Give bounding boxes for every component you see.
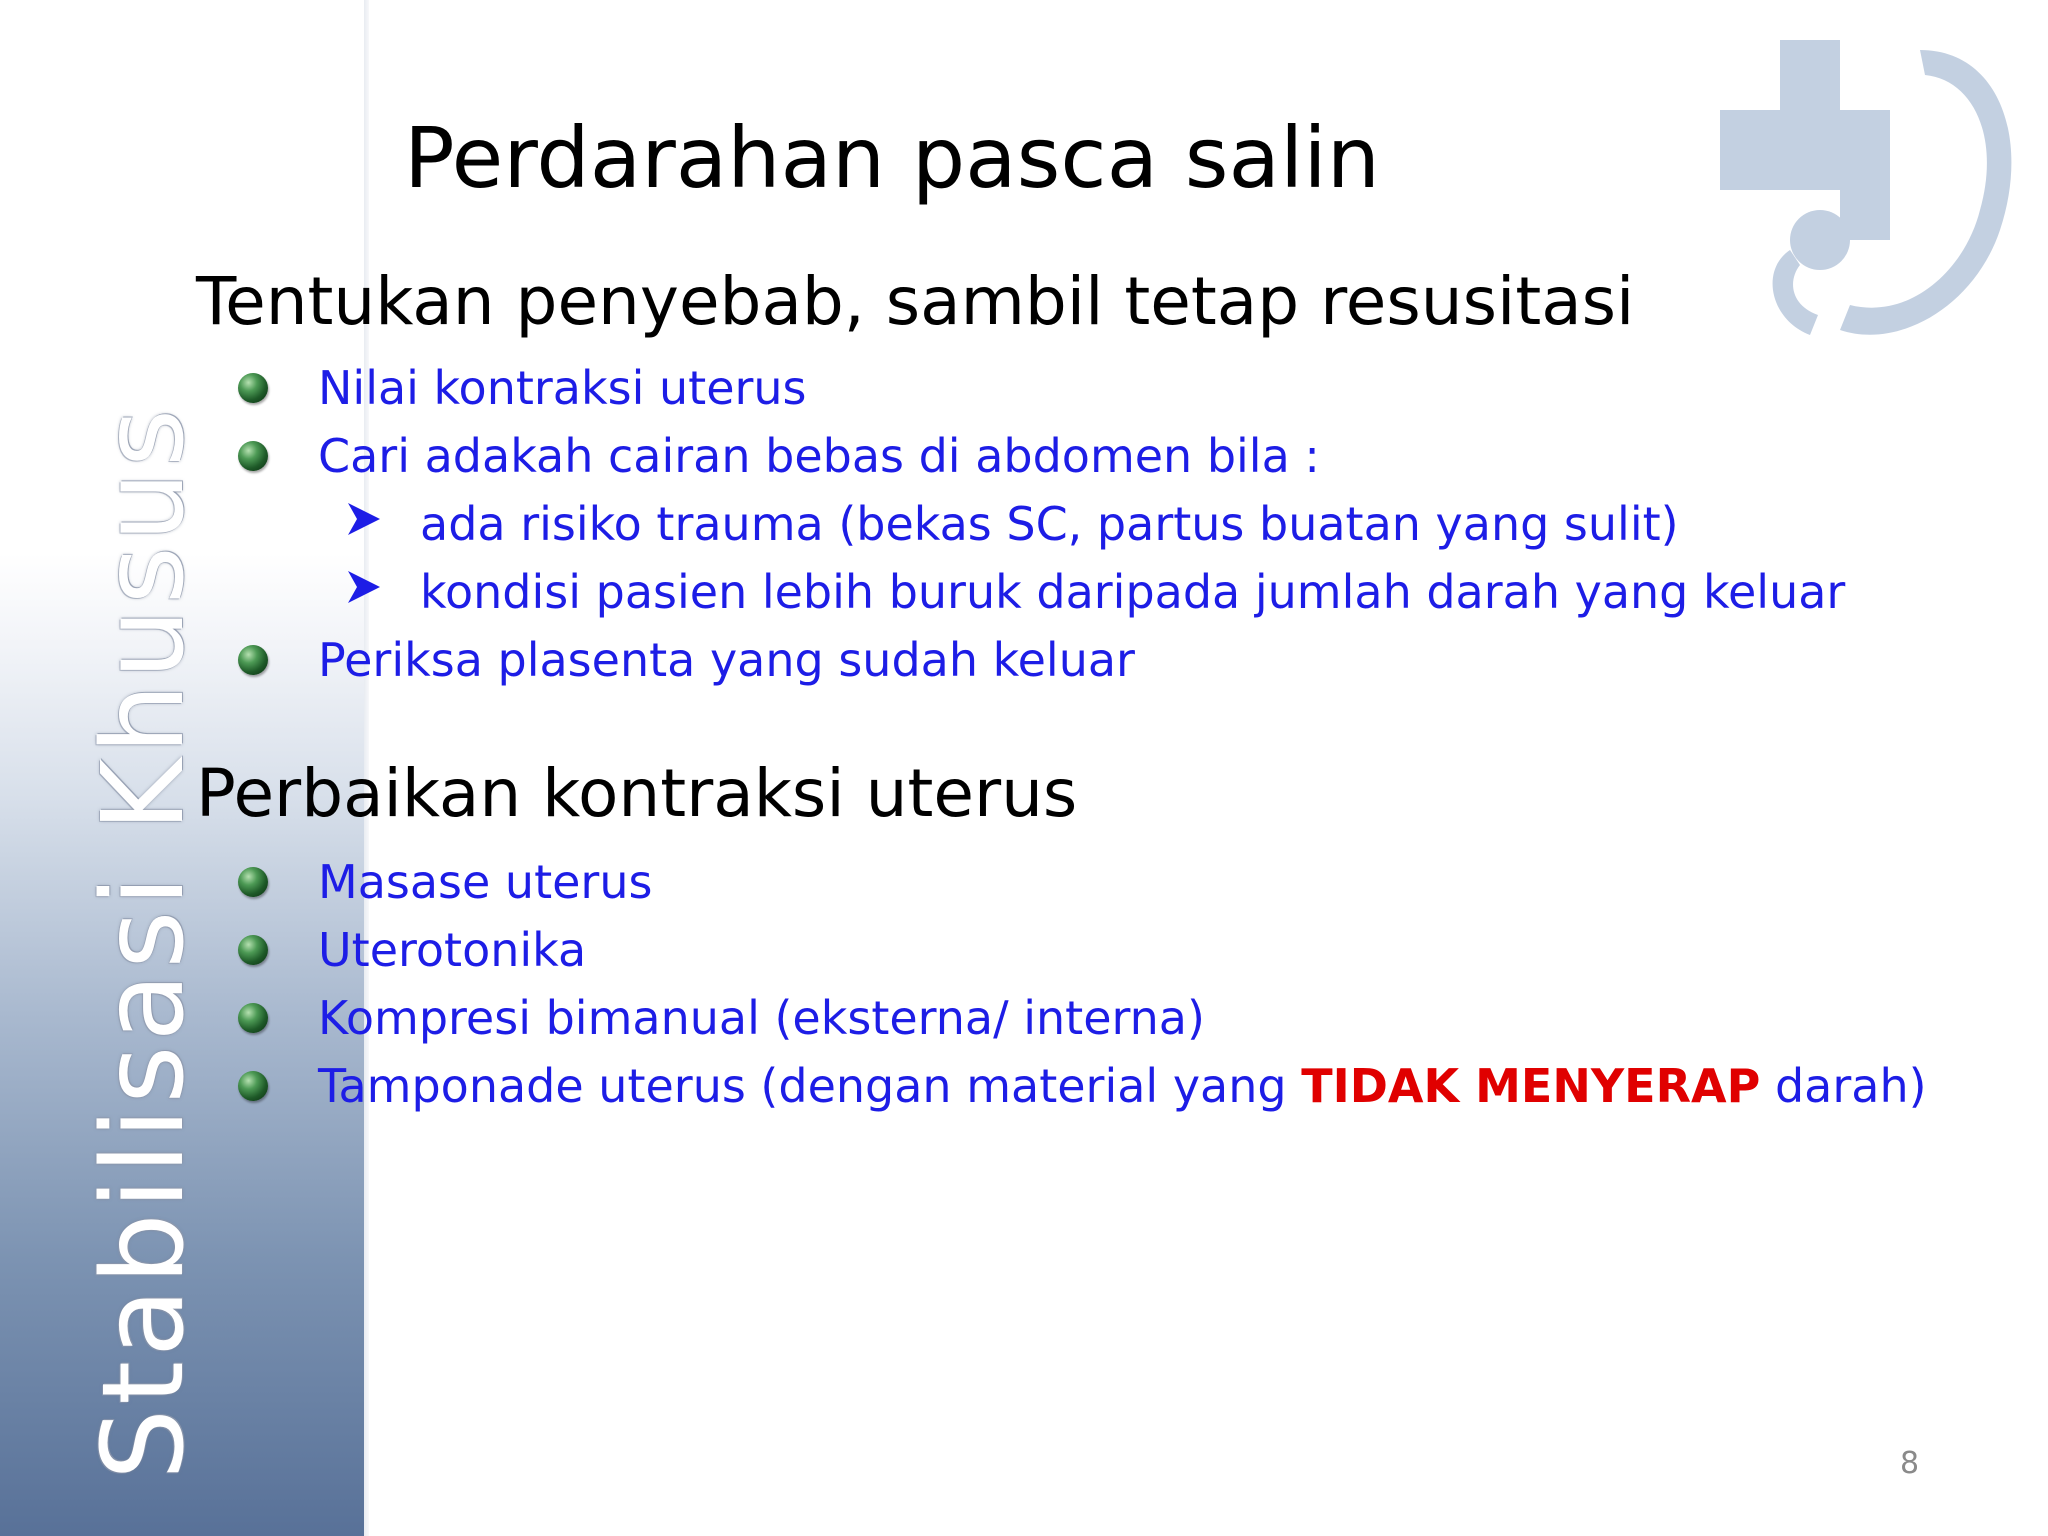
section-heading-1: Tentukan penyebab, sambil tetap resusitasi bbox=[196, 263, 1635, 340]
list-item bbox=[238, 920, 586, 980]
bullet-text: Kompresi bimanual (eksterna/ interna) bbox=[318, 991, 1205, 1045]
arrowhead-icon bbox=[344, 567, 404, 618]
sub-list-item bbox=[344, 562, 1845, 622]
bullet-text-part: darah) bbox=[1760, 1059, 1927, 1113]
slide-title: Perdarahan pasca salin bbox=[404, 109, 1380, 207]
green-sphere-bullet-icon bbox=[238, 935, 268, 965]
bullet-text: Cari adakah cairan bebas di abdomen bila : bbox=[318, 429, 1320, 483]
bullet-text bbox=[318, 1059, 1927, 1113]
list-item bbox=[238, 852, 652, 912]
bullet-text: Masase uterus bbox=[318, 855, 653, 909]
green-sphere-bullet-icon bbox=[238, 441, 268, 471]
bullet-text-part: Tamponade uterus (dengan material yang bbox=[318, 1059, 1302, 1113]
bullet-text: Nilai kontraksi uterus bbox=[318, 361, 807, 415]
sidebar-vertical-label: Stabilisasi Khusus bbox=[79, 404, 209, 1480]
bullet-text: Periksa plasenta yang sudah keluar bbox=[318, 633, 1135, 687]
green-sphere-bullet-icon bbox=[238, 1003, 268, 1033]
green-sphere-bullet-icon bbox=[238, 373, 268, 403]
list-item bbox=[238, 988, 1205, 1048]
sub-bullet-text: ada risiko trauma (bekas SC, partus buatan yang sulit) bbox=[420, 497, 1679, 551]
green-sphere-bullet-icon bbox=[238, 867, 268, 897]
sub-list-item bbox=[344, 494, 1679, 554]
list-item bbox=[238, 358, 807, 418]
green-sphere-bullet-icon bbox=[238, 1071, 268, 1101]
emphasis-text: TIDAK MENYERAP bbox=[1301, 1059, 1761, 1113]
institution-logo-icon bbox=[1700, 20, 2020, 380]
arrowhead-icon bbox=[344, 499, 404, 550]
bullet-text: Uterotonika bbox=[318, 923, 587, 977]
list-item bbox=[238, 426, 1320, 486]
list-item bbox=[238, 1056, 1927, 1116]
section-heading-2: Perbaikan kontraksi uterus bbox=[196, 755, 1078, 832]
sub-bullet-text: kondisi pasien lebih buruk daripada jumlah darah yang keluar bbox=[420, 565, 1846, 619]
list-item bbox=[238, 630, 1135, 690]
green-sphere-bullet-icon bbox=[238, 645, 268, 675]
page-number: 8 bbox=[1900, 1446, 1920, 1481]
